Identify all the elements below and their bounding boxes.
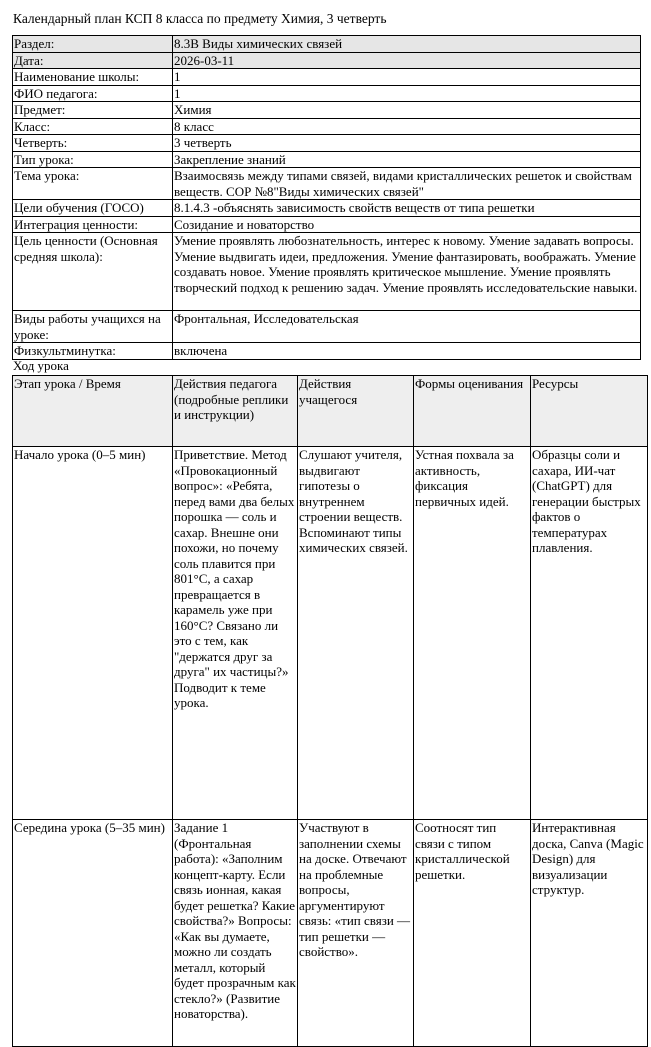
info-value: 8 класс <box>173 118 641 135</box>
info-key: Виды работы учащихся на уроке: <box>13 311 173 343</box>
assessment-cell: Соотносят тип связи с типом кристаллической решетки. <box>414 820 531 1047</box>
info-key: Дата: <box>13 52 173 69</box>
info-row-physical-break <box>13 343 641 360</box>
stage-cell: Начало урока (0–5 мин) <box>13 447 173 820</box>
info-row-value-goal <box>13 233 641 311</box>
student-actions-cell: Участвуют в заполнении схемы на доске. Отвечают на проблемные вопросы, аргументируют связь: «тип связи — тип решетки — свойство». <box>298 820 414 1047</box>
plan-row-middle <box>13 820 648 1047</box>
info-row-work-types <box>13 311 641 343</box>
lesson-plan-table <box>12 375 648 1047</box>
lesson-info-table <box>12 35 641 360</box>
resources-cell: Интерактивная доска, Canva (Magic Design) для визуализации структур. <box>531 820 648 1047</box>
info-value: 8.3В Виды химических связей <box>173 36 641 53</box>
info-value: 1 <box>173 85 641 102</box>
page-title: Календарный план КСП 8 класса по предмету Химия, 3 четверть <box>13 11 387 26</box>
info-row-school <box>13 69 641 86</box>
student-actions-cell: Слушают учителя, выдвигают гипотезы о внутреннем строении веществ. Вспоминают типы химических связей. <box>298 447 414 820</box>
lesson-progress-heading: Ход урока <box>13 358 69 373</box>
info-key: Предмет: <box>13 102 173 119</box>
info-key: Раздел: <box>13 36 173 53</box>
info-value: Взаимосвязь между типами связей, видами кристаллических решеток и свойствам веществ. СОР №8"Виды химических связей" <box>173 168 641 200</box>
info-row-value-integration <box>13 216 641 233</box>
info-row-subject <box>13 102 641 119</box>
info-row-lesson-type <box>13 151 641 168</box>
header-teacher-actions: Действия педагога (подробные реплики и инструкции) <box>173 376 298 447</box>
resources-cell: Образцы соли и сахара, ИИ-чат (ChatGPT) для генерации быстрых фактов о температурах плавления. <box>531 447 648 820</box>
info-key: Тема урока: <box>13 168 173 200</box>
info-key: ФИО педагога: <box>13 85 173 102</box>
info-value: Умение проявлять любознательность, интерес к новому. Умение задавать вопросы. Умение выдвигать идеи, предложения. Умение фантазировать, воображать. Умение создавать новое. Умение проявлять критическое мышление. Умение проявлять творческий подход к решению задач. Умение проявлять исследовательские навыки. <box>173 233 641 311</box>
info-value: 2026-03-11 <box>173 52 641 69</box>
info-key: Тип урока: <box>13 151 173 168</box>
teacher-actions-cell: Задание 1 (Фронтальная работа): «Заполним концепт-карту. Если связь ионная, какая будет решетка? Какие свойства?» Вопросы: «Как вы думаете, можно ли создать металл, который будет прозрачным как стекло?» (Развитие новаторства). <box>173 820 298 1047</box>
plan-row-start <box>13 447 648 820</box>
info-key: Класс: <box>13 118 173 135</box>
info-row-date <box>13 52 641 69</box>
assessment-cell: Устная похвала за активность, фиксация первичных идей. <box>414 447 531 820</box>
teacher-actions-cell: Приветствие. Метод «Провокационный вопрос»: «Ребята, перед вами два белых порошка — соль и сахар. Внешне они похожи, но почему соль плавится при 801°C, а сахар превращается в карамель уже при 160°C? Связано ли это с тем, как "держатся друг за друга" их частицы?» Подводит к теме урока. <box>173 447 298 820</box>
info-value: 3 четверть <box>173 135 641 152</box>
plan-header-row <box>13 376 648 447</box>
info-key: Интеграция ценности: <box>13 216 173 233</box>
info-value: включена <box>173 343 641 360</box>
info-key: Цели обучения (ГОСО) <box>13 200 173 217</box>
info-key: Цель ценности (Основная средняя школа): <box>13 233 173 311</box>
info-value: Закрепление знаний <box>173 151 641 168</box>
info-key: Наименование школы: <box>13 69 173 86</box>
info-key: Четверть: <box>13 135 173 152</box>
info-value: 1 <box>173 69 641 86</box>
info-row-class <box>13 118 641 135</box>
info-row-teacher <box>13 85 641 102</box>
info-row-topic <box>13 168 641 200</box>
stage-cell: Середина урока (5–35 мин) <box>13 820 173 1047</box>
header-stage: Этап урока / Время <box>13 376 173 447</box>
info-value: Фронтальная, Исследовательская <box>173 311 641 343</box>
info-value: 8.1.4.3 -объяснять зависимость свойств веществ от типа решетки <box>173 200 641 217</box>
info-value: Созидание и новаторство <box>173 216 641 233</box>
header-student-actions: Действия учащегося <box>298 376 414 447</box>
info-row-objectives <box>13 200 641 217</box>
info-row-section <box>13 36 641 53</box>
info-row-quarter <box>13 135 641 152</box>
header-resources: Ресурсы <box>531 376 648 447</box>
info-key: Физкультминутка: <box>13 343 173 360</box>
info-value: Химия <box>173 102 641 119</box>
header-assessment: Формы оценивания <box>414 376 531 447</box>
